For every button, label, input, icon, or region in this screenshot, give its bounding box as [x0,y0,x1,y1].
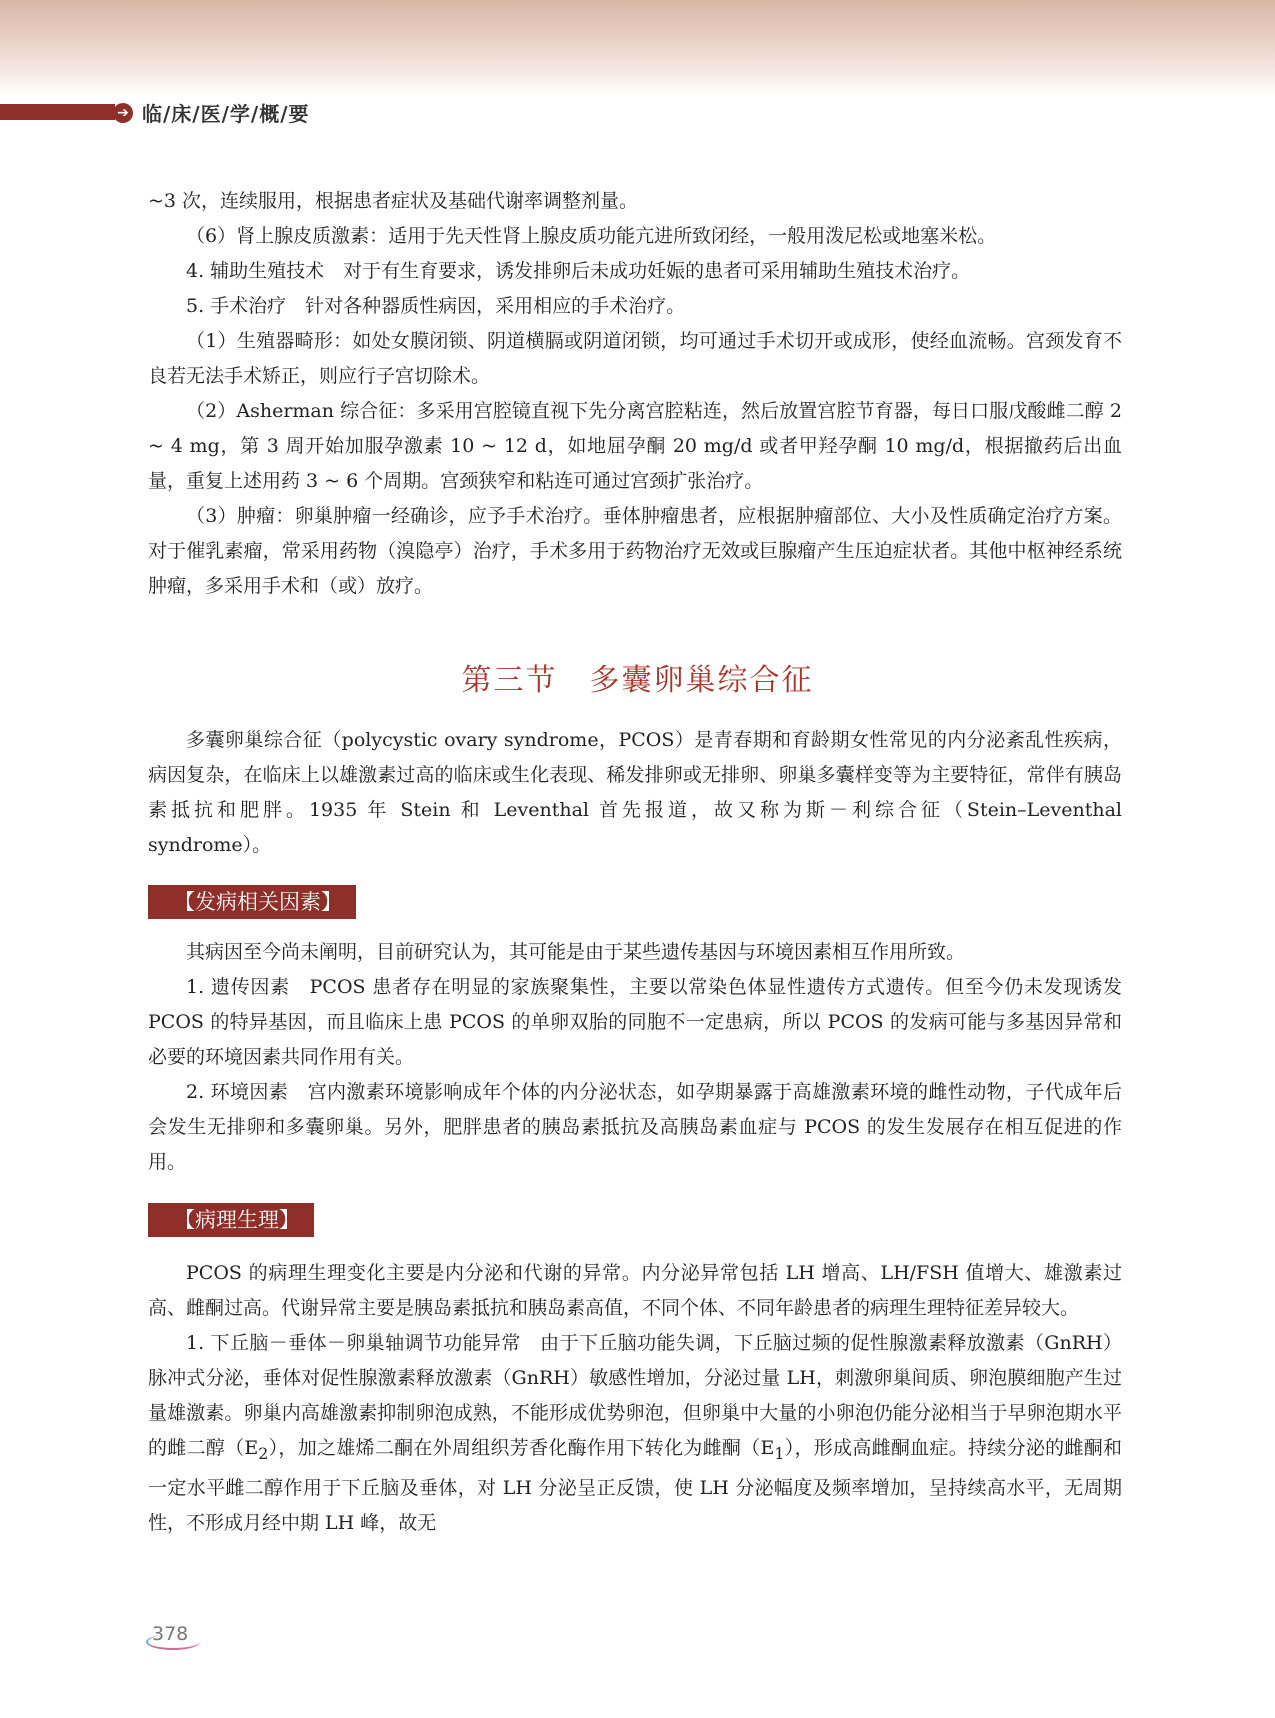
paragraph: 1. 遗传因素 PCOS 患者存在明显的家族聚集性，主要以常染色体显性遗传方式遗传。但至今仍未发现诱发 PCOS 的特异基因，而且临床上患 PCOS 的单卵双胎的同胞不一定患病，所以 PCOS 的发病可能与多基因异常和必要的环境因素共同作用有关。 [148,976,1122,1068]
paragraph: （3）肿瘤：卵巢肿瘤一经确诊，应予手术治疗。垂体肿瘤患者，应根据肿瘤部位、大小及性质确定治疗方案。对于催乳素瘤，常采用药物（溴隐亭）治疗，手术多用于药物治疗无效或巨腺瘤产生压迫症状者。其他中枢神经系统肿瘤，多采用手术和（或）放疗。 [148,505,1122,597]
pathophysiology-text [148,1256,1122,1541]
section-intro [148,723,1122,863]
subheading-etiology: 【发病相关因素】 [148,885,356,919]
paragraph: PCOS 的病理生理变化主要是内分泌和代谢的异常。内分泌异常包括 LH 增高、LH/FSH 值增大、雄激素过高、雌酮过高。代谢异常主要是胰岛素抵抗和胰岛素高值，不同个体、不同年龄患者的病理生理特征差异较大。 [148,1262,1122,1319]
arrow-right-circle-icon: ➔ [113,103,133,123]
page-number: 378 [152,1623,189,1645]
paragraph: 5. 手术治疗 针对各种器质性病因，采用相应的手术治疗。 [186,295,686,317]
paragraph: （1）生殖器畸形：如处女膜闭锁、阴道横膈或阴道闭锁，均可通过手术切开或成形，使经血流畅。宫颈发育不良若无法手术矫正，则应行子宫切除术。 [148,330,1122,387]
header-background-band [0,0,1275,95]
paragraph: 2. 环境因素 宫内激素环境影响成年个体的内分泌状态，如孕期暴露于高雄激素环境的雌性动物，子代成年后会发生无排卵和多囊卵巢。另外，肥胖患者的胰岛素抵抗及高胰岛素血症与 PCOS 的发生发展存在相互促进的作用。 [148,1081,1122,1173]
subheading-pathophysiology: 【病理生理】 [148,1203,314,1237]
treatment-continuation [148,184,1122,604]
book-title: 临/床/医/学/概/要 [142,102,310,126]
paragraph: 多囊卵巢综合征（polycystic ovary syndrome，PCOS）是青春期和育龄期女性常见的内分泌紊乱性疾病，病因复杂，在临床上以雄激素过高的临床或生化表现、稀发排卵或无排卵、卵巢多囊样变等为主要特征，常伴有胰岛素抵抗和肥胖。1935 年 Stein 和 Leventhal 首先报道，故又称为斯－利综合征（Stein–Leventhal syndrome）。 [148,729,1122,856]
paragraph: 其病因至今尚未阐明，目前研究认为，其可能是由于某些遗传基因与环境因素相互作用所致。 [186,941,966,963]
paragraph: ~3 次，连续服用，根据患者症状及基础代谢率调整剂量。 [148,190,639,212]
paragraph: 4. 辅助生殖技术 对于有生育要求，诱发排卵后未成功妊娠的患者可采用辅助生殖技术治疗。 [186,260,971,282]
paragraph: 1. 下丘脑－垂体－卵巢轴调节功能异常 由于下丘脑功能失调，下丘脑过频的促性腺激素释放激素（GnRH）脉冲式分泌，垂体对促性腺激素释放激素（GnRH）敏感性增加，分泌过量 LH，刺激卵巢间质、卵泡膜细胞产生过量雄激素。卵巢内高雄激素抑制卵泡成熟，不能形成优势卵泡，但卵巢中大量的小卵泡仍能分泌相当于早卵泡期水平的雌二醇$(E_2)$，加之雄烯二酮在外周组织芳香化酶作用下转化为雌酮$(E_1)$，形成高雌酮血症。持续分泌的雌酮和一定水平雌二醇作用于下丘脑及垂体，对 LH 分泌呈正反馈，使 LH 分泌幅度及频率增加，呈持续高水平，无周期性，不形成月经中期 LH 峰，故无 [148,1332,1122,1534]
paragraph: （2）Asherman 综合征：多采用宫腔镜直视下先分离宫腔粘连，然后放置宫腔节育器，每日口服戊酸雌二醇 2 ~ 4 mg，第 3 周开始加服孕激素 10 ~ 12 d，如地屈孕酮 20 mg/d 或者甲羟孕酮 10 mg/d，根据撤药后出血量，重复上述用药 3 ~ 6 个周期。宫颈狭窄和粘连可通过宫颈扩张治疗。 [148,400,1122,492]
etiology-text [148,935,1122,1180]
header-accent-bar [0,104,115,120]
paragraph: （6）肾上腺皮质激素：适用于先天性肾上腺皮质功能亢进所致闭经，一般用泼尼松或地塞米松。 [186,225,997,247]
section-title: 第三节 多囊卵巢综合征 [461,663,814,698]
